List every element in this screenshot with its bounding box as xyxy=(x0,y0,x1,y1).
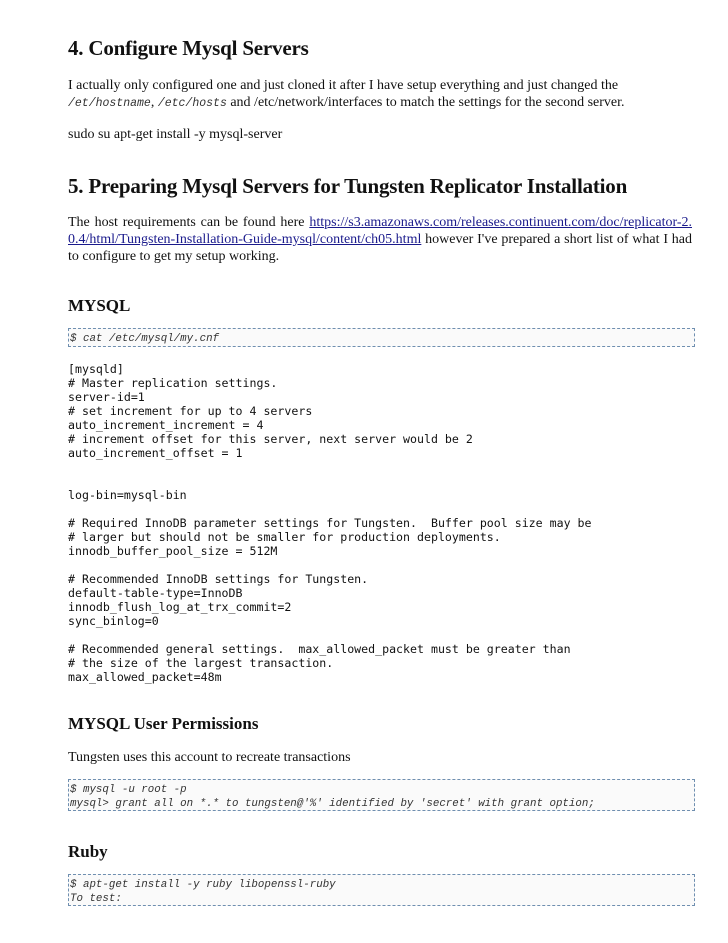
mysql-config-block-2: log-bin=mysql-bin # Required InnoDB parameter settings for Tungsten. Buffer pool size may be # larger but should not be smaller for production deployments. innodb_buffer_pool_size = 512M # Recommended InnoDB settings for Tungsten. default-table-type=InnoDB innodb_flush_log_at_trx_commit=2 sync_binlog=0 # Recommended general settings. max_allowed_packet must be greater than # the size of the largest transaction. max_allowed_packet=48m xyxy=(68,488,592,684)
section-4-title: 4. Configure Mysql Servers xyxy=(68,36,309,60)
permissions-text: Tungsten uses this account to recreate transactions xyxy=(68,750,351,765)
intro-text-end: however I've prepared a short list of what I had to configure to get my setup working. xyxy=(68,232,692,264)
mysql-config-block-1: [mysqld] # Master replication settings. server-id=1 # set increment for up to 4 servers auto_increment_increment = 4 # increment offset for this server, next server would be 2 auto_increment_offset = 1 xyxy=(68,362,473,460)
installation-guide-link[interactable]: https://s3.amazonaws.com/releases.continuent.com/doc/replicator-2.0.4/html/Tungsten-Installation-Guide-mysql/content/ch05.html xyxy=(68,215,692,247)
comma: , xyxy=(150,95,158,110)
intro-text: The host requirements can be found here xyxy=(68,215,310,230)
grant-command: mysql> grant all on *.* to tungsten@'%' identified by 'secret' with grant option; xyxy=(70,798,595,810)
install-command: sudo su apt-get install -y mysql-server xyxy=(68,127,283,142)
mysql-cat-command-box xyxy=(68,328,695,347)
ruby-install-command: $ apt-get install -y ruby libopenssl-ruby xyxy=(70,879,336,891)
mysql-login-command: $ mysql -u root -p xyxy=(70,784,187,796)
paragraph-text: I actually only configured one and just cloned it after I have setup everything and just changed the xyxy=(68,78,619,93)
hosts-path: /etc/hosts xyxy=(157,97,227,110)
cat-command: $ cat /etc/mysql/my.cnf xyxy=(70,333,220,345)
paragraph-text-end: and /etc/network/interfaces to match the settings for the second server. xyxy=(226,95,625,110)
hostname-path: /et/hostname xyxy=(68,97,151,110)
ruby-heading: Ruby xyxy=(68,842,108,861)
section-4-paragraph xyxy=(68,77,708,112)
section-5-title: 5. Preparing Mysql Servers for Tungsten Replicator Installation xyxy=(68,174,628,198)
section-5-intro xyxy=(68,214,692,265)
mysql-heading: MYSQL xyxy=(68,296,131,315)
ruby-command-box xyxy=(68,874,695,906)
user-permissions-heading: MYSQL User Permissions xyxy=(68,714,259,733)
to-test-label: To test: xyxy=(70,893,122,905)
grant-command-box xyxy=(68,779,695,811)
